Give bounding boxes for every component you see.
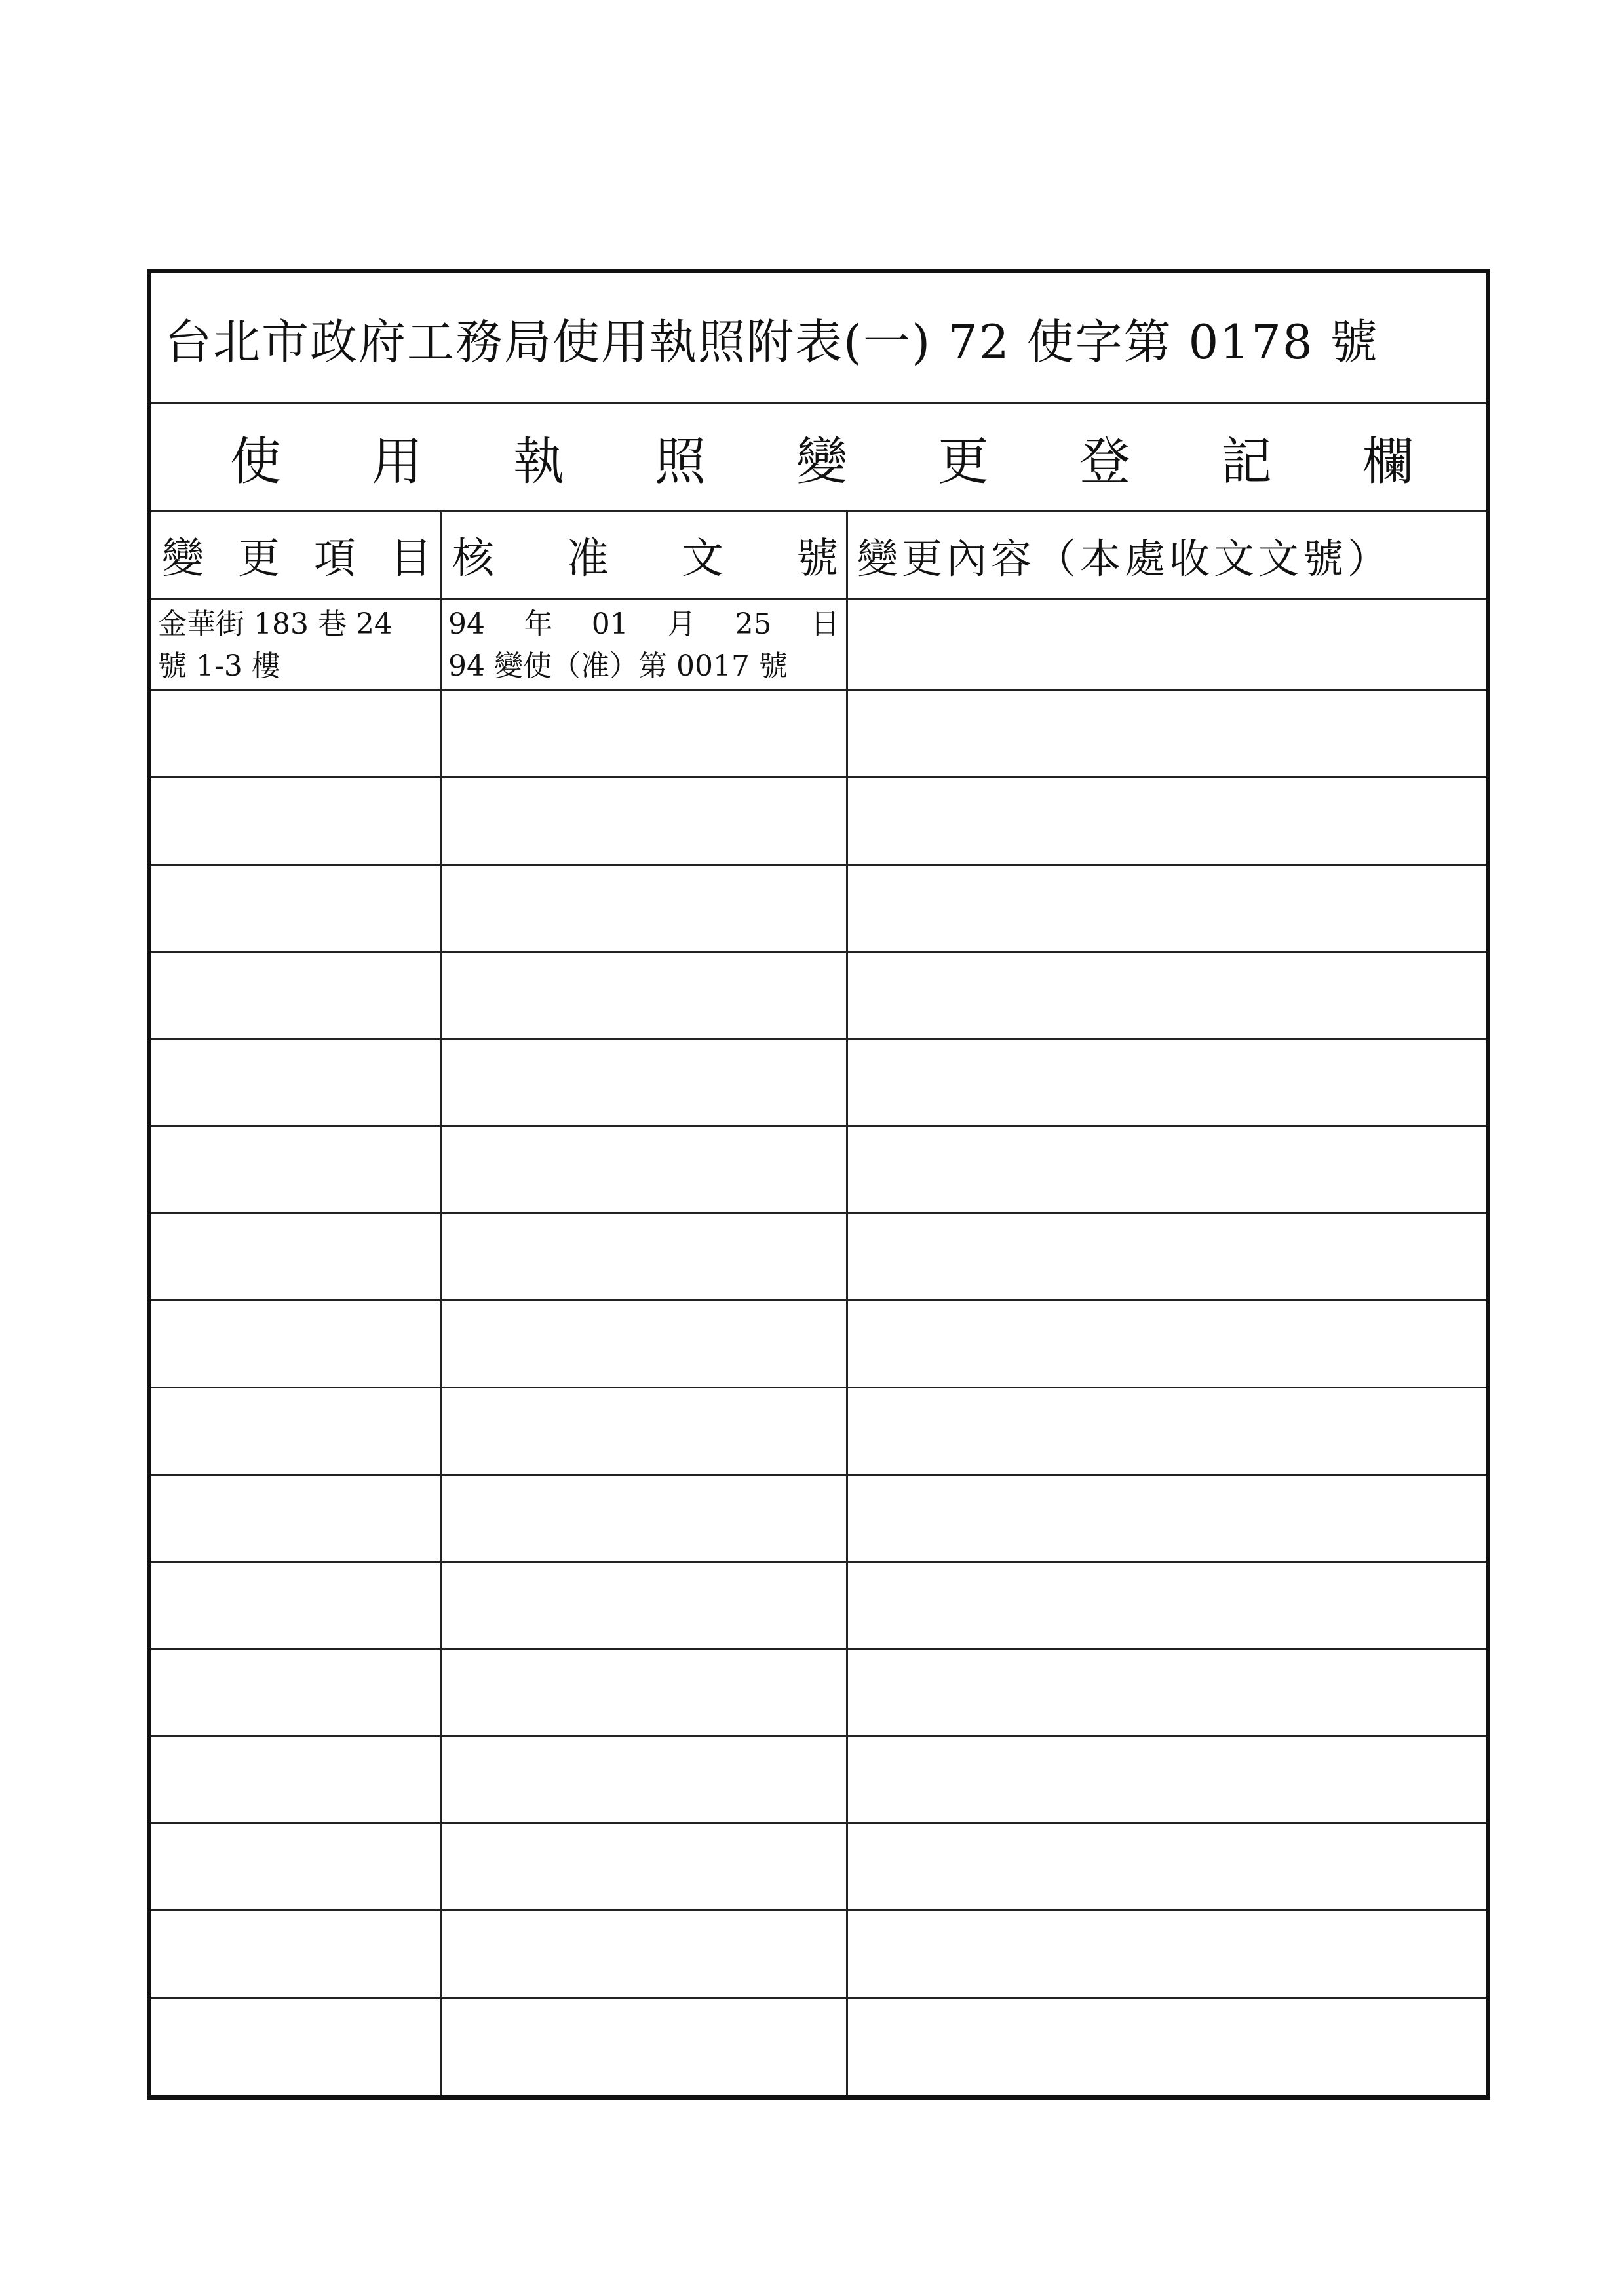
table-row [151,778,1486,866]
table-row [151,1650,1486,1737]
table-row [151,1824,1486,1911]
table-header-row [151,512,1486,600]
table-row [151,1214,1486,1301]
table-row [151,1040,1486,1127]
table-row [151,1388,1486,1476]
table-row [151,1911,1486,1999]
document-number: 94 變使（准）第 0017 號 [448,649,788,683]
approval-number-cell [442,600,846,689]
title-row [151,273,1486,404]
approval-date: 94 年 01 月 25 日 [448,607,839,641]
table-row [151,953,1486,1040]
table-row [151,1301,1486,1388]
table-row [151,1127,1486,1214]
header-approval-number: 核 准 文 號 [452,535,838,583]
table-row [151,1737,1486,1824]
form-subtitle: 使 用 執 照 變 更 登 記 欄 [230,432,1414,491]
table-row [151,600,1486,691]
table-row [151,866,1486,953]
header-change-content: 變更內容（本處收文文號） [857,534,1393,583]
form-frame [147,269,1490,2100]
table-row [151,691,1486,778]
subtitle-row [151,404,1486,512]
header-change-item: 變 更 項 目 [162,535,432,583]
form-title: 台北市政府工務局使用執照附表(一) 72 使字第 0178 號 [164,314,1379,370]
table-row [151,1476,1486,1563]
table-row [151,1999,1486,2086]
change-content-cell [848,600,1486,689]
change-item-cell: 金華街 183 巷 24 號 1-3 樓 [158,607,393,683]
registration-table [151,512,1486,2095]
table-row [151,1563,1486,1650]
